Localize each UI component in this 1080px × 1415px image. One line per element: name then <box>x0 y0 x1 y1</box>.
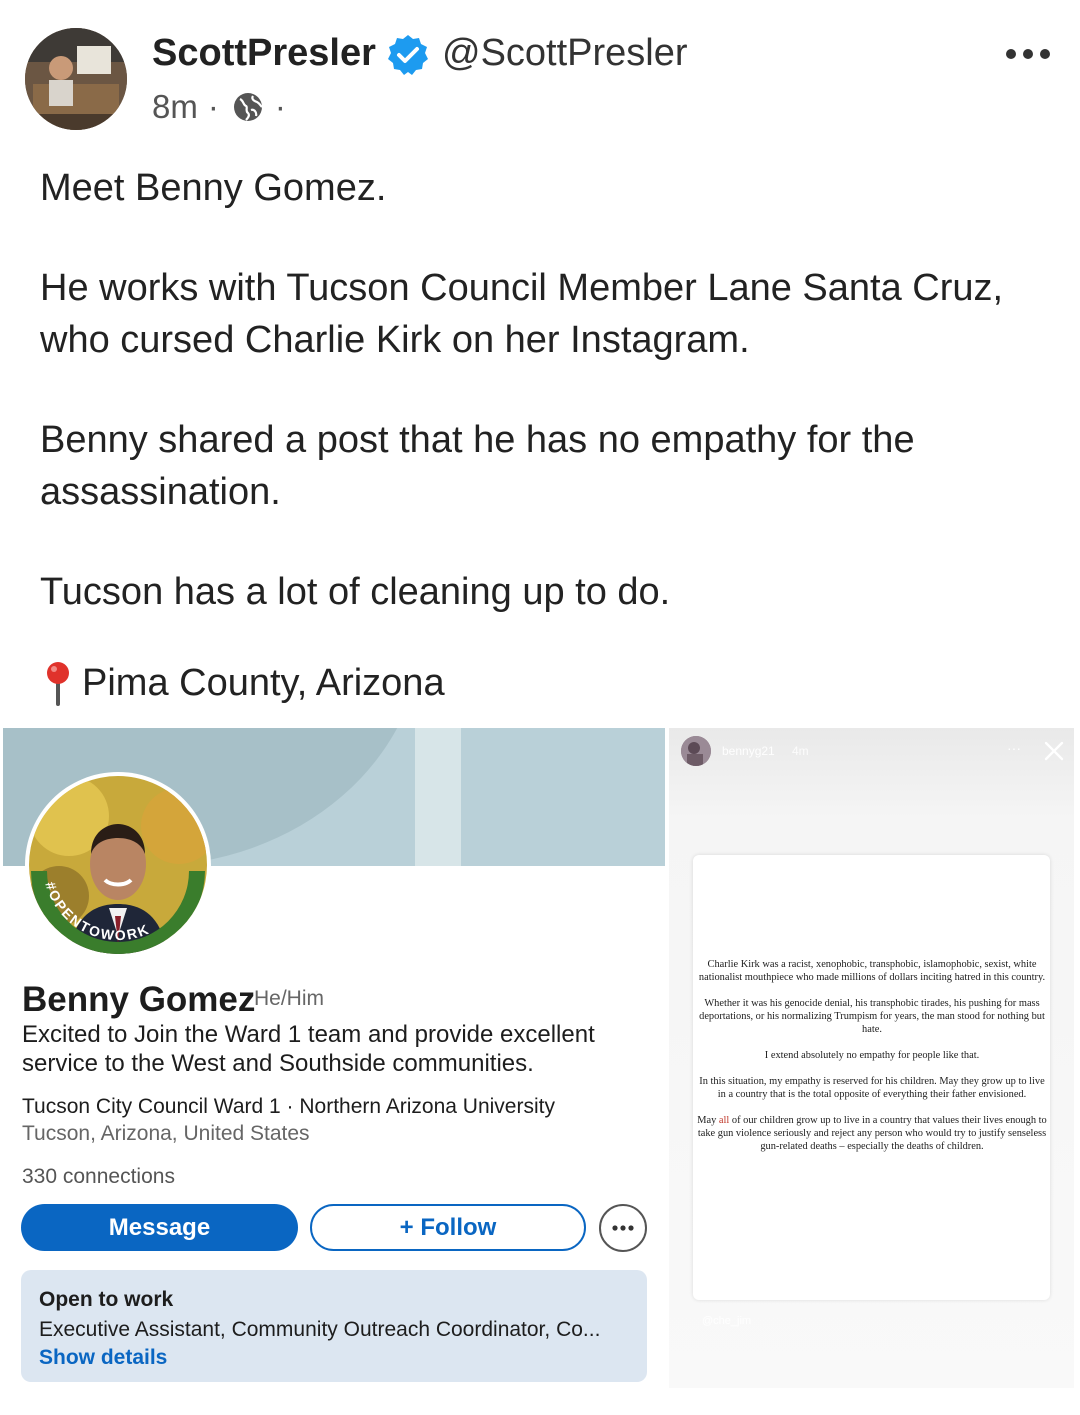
meta-separator: · <box>274 88 286 125</box>
highlighted-word: all <box>718 1115 730 1126</box>
profile-photo[interactable] <box>25 772 211 958</box>
more-options-icon[interactable] <box>1003 40 1053 68</box>
post-body <box>40 162 1050 666</box>
post-meta <box>152 88 296 126</box>
post-paragraph: Meet Benny Gomez. <box>40 167 387 209</box>
profile-pronouns: He/Him <box>254 987 325 1010</box>
post-paragraph: Benny shared a post that he has no empathy for the assassination. <box>40 419 915 513</box>
story-paragraph: Whether it was his genocide denial, his transphobic tirades, his pushing for mass deportations, or his normalizing Trumpism for years, the man stood for nothing but hate. <box>699 998 1045 1035</box>
author-avatar[interactable] <box>25 28 127 130</box>
story-statement <box>697 958 1047 1166</box>
author-name[interactable]: ScottPresler <box>152 32 376 74</box>
story-paragraph: In this situation, my empathy is reserved for his children. May they grow up to live in a country that is the total opposite of everything their father envisioned. <box>699 1076 1045 1100</box>
follow-button[interactable]: + Follow <box>310 1204 586 1251</box>
profile-name: Benny Gomez <box>22 980 256 1019</box>
open-to-work-title: Open to work <box>39 1288 174 1311</box>
story-paragraph: Charlie Kirk was a racist, xenophobic, transphobic, islamophobic, sexist, white nationalist mouthpiece who made millions of dollars inciting hatred in this country. <box>698 959 1046 983</box>
location-pin-icon <box>40 660 76 706</box>
story-time: 4m <box>792 744 809 758</box>
story-username[interactable]: bennyg21 <box>722 744 775 758</box>
opentowork-badge-text: #OPENTOWORK <box>42 879 153 944</box>
author-handle[interactable]: @ScottPresler <box>442 32 688 74</box>
open-to-work-box[interactable] <box>21 1270 647 1382</box>
post-time: 8m <box>152 88 198 125</box>
story-paragraph: May all of our children grow up to live in a country that values their lives enough to take gun violence seriously and reject any person who would try to justify senseless gun-related deaths – especially the deaths of children. <box>697 1115 1047 1152</box>
more-dots-icon <box>611 1224 635 1232</box>
profile-location: Tucson, Arizona, United States <box>22 1122 310 1145</box>
close-icon[interactable] <box>1043 740 1065 762</box>
location-label: Pima County, Arizona <box>82 661 445 704</box>
profile-more-button[interactable] <box>599 1204 647 1252</box>
story-paragraph: I extend absolutely no empathy for people like that. <box>764 1050 980 1061</box>
post-location[interactable] <box>40 660 445 706</box>
story-credit[interactable]: @che_jim <box>702 1315 752 1327</box>
meta-separator: · <box>207 88 219 125</box>
post-paragraph: He works with Tucson Council Member Lane Santa Cruz, who cursed Charlie Kirk on her Instagram. <box>40 267 1004 361</box>
story-more-icon[interactable]: ··· <box>1007 740 1021 756</box>
profile-photo-image <box>29 776 207 954</box>
linkedin-profile-card[interactable] <box>3 728 665 1398</box>
post-paragraph: Tucson has a lot of cleaning up to do. <box>40 571 671 613</box>
verified-badge-icon <box>386 33 430 77</box>
message-button[interactable]: Message <box>21 1204 298 1251</box>
profile-headline: Excited to Join the Ward 1 team and provide excellent service to the West and Southside communities. <box>22 1021 595 1077</box>
open-to-work-roles: Executive Assistant, Community Outreach Coordinator, Co... <box>39 1318 601 1341</box>
show-details-link[interactable]: Show details <box>39 1346 168 1369</box>
instagram-story <box>669 728 1074 1388</box>
story-avatar[interactable] <box>681 736 711 766</box>
profile-workplace[interactable]: Tucson City Council Ward 1 · Northern Arizona University <box>22 1095 555 1118</box>
globe-icon <box>231 90 265 124</box>
profile-connections[interactable]: 330 connections <box>22 1165 175 1188</box>
